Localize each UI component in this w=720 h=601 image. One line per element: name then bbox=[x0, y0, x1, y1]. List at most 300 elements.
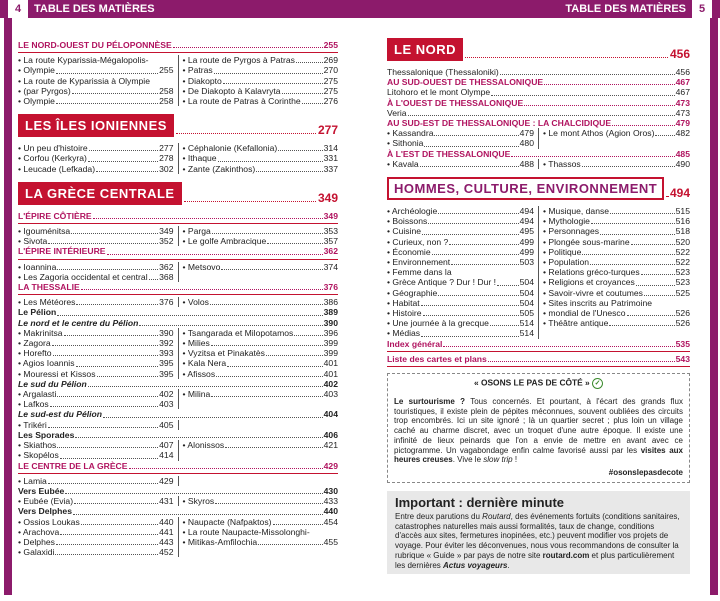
entry-page: 522 bbox=[675, 246, 690, 257]
toc-entry[interactable] bbox=[387, 308, 534, 318]
entry-label: • La route Kyparissia-Mégalopolis- bbox=[18, 55, 149, 66]
toc-entry[interactable] bbox=[183, 55, 339, 65]
chapter-page: 277 bbox=[317, 123, 338, 138]
toc-entry[interactable] bbox=[183, 389, 339, 399]
leader-dots bbox=[57, 396, 158, 397]
divider bbox=[18, 52, 338, 53]
toc-entry[interactable] bbox=[18, 450, 174, 460]
entry-label: • Lamia bbox=[18, 475, 47, 486]
divider bbox=[18, 473, 338, 474]
entry-label: • Grèce Antique ? Dur ! Dur ! bbox=[387, 277, 497, 288]
two-column-list bbox=[387, 128, 690, 148]
toc-entry[interactable] bbox=[387, 267, 534, 277]
entry-page: 514 bbox=[519, 328, 534, 339]
leader-dots bbox=[60, 534, 158, 535]
section-heading[interactable] bbox=[18, 409, 338, 419]
entry-page: 302 bbox=[159, 163, 174, 174]
toc-entry[interactable] bbox=[387, 226, 534, 236]
leader-dots bbox=[56, 73, 158, 74]
toc-entry[interactable] bbox=[18, 86, 174, 96]
entry-page: 431 bbox=[159, 496, 174, 507]
column bbox=[538, 128, 690, 148]
entry-label: • (par Pyrgos) bbox=[18, 85, 71, 96]
entry-label: • Trikéri bbox=[18, 419, 47, 430]
column bbox=[178, 440, 339, 460]
entry-page: 504 bbox=[519, 287, 534, 298]
leader-dots bbox=[173, 47, 323, 48]
entry-label: • La route de Pyrgos à Patras bbox=[182, 55, 295, 66]
chapter-page: 494 bbox=[669, 186, 690, 201]
two-column-list bbox=[18, 389, 338, 409]
leader-dots bbox=[88, 386, 323, 387]
entry-label: • Kassandra bbox=[387, 128, 434, 139]
entry-label: • Médias bbox=[387, 328, 421, 339]
leader-dots bbox=[424, 146, 518, 147]
section-title: Le Pélion bbox=[18, 307, 57, 318]
left-page-number: 4 bbox=[8, 0, 28, 18]
entry-label: • Delphes bbox=[18, 536, 55, 547]
section-heading[interactable] bbox=[18, 430, 338, 440]
column bbox=[178, 476, 339, 486]
leader-dots bbox=[428, 223, 518, 224]
entry-page: 480 bbox=[519, 138, 534, 149]
toc-entry[interactable] bbox=[183, 76, 339, 86]
section-title: LA THESSALIE bbox=[18, 282, 80, 293]
toc-entry[interactable] bbox=[183, 153, 339, 163]
toc-entry[interactable] bbox=[543, 226, 690, 236]
toc-entry[interactable] bbox=[18, 164, 174, 174]
entry-page: 520 bbox=[675, 236, 690, 247]
column bbox=[178, 420, 339, 430]
toc-entry[interactable] bbox=[183, 440, 339, 450]
toc-entry[interactable] bbox=[183, 358, 339, 368]
leader-dots bbox=[88, 161, 158, 162]
leader-dots bbox=[631, 244, 675, 245]
leader-dots bbox=[73, 514, 323, 515]
entry-label: • Metsovo bbox=[182, 261, 221, 272]
entry-page: 523 bbox=[675, 277, 690, 288]
entry-label: • Un peu d'histoire bbox=[18, 143, 88, 154]
leader-dots bbox=[421, 336, 519, 337]
entry-label: • Lafkos bbox=[18, 399, 49, 410]
toc-entry[interactable] bbox=[18, 338, 174, 348]
entry-page: 399 bbox=[323, 338, 338, 349]
leader-dots bbox=[408, 115, 675, 116]
toc-entry[interactable] bbox=[183, 226, 339, 236]
entry-page: 405 bbox=[159, 419, 174, 430]
entry-label: • La route de Patras à Corinthe bbox=[182, 96, 301, 107]
toc-entry[interactable] bbox=[387, 87, 690, 97]
two-column-list bbox=[18, 55, 338, 106]
toc-entry[interactable] bbox=[18, 476, 174, 486]
section-heading[interactable] bbox=[387, 77, 690, 87]
leader-dots bbox=[176, 133, 316, 134]
leader-dots bbox=[511, 156, 674, 157]
section-heading[interactable] bbox=[18, 282, 338, 292]
chapter-heading[interactable] bbox=[387, 38, 690, 61]
toc-entry[interactable] bbox=[18, 262, 174, 272]
leader-dots bbox=[422, 234, 519, 235]
toc-entry[interactable] bbox=[183, 297, 339, 307]
leader-dots bbox=[266, 355, 323, 356]
section-title: À L'EST DE THESSALONIQUE bbox=[387, 148, 511, 159]
entry-page: 455 bbox=[323, 536, 338, 547]
two-column-list bbox=[18, 262, 338, 282]
section-heading[interactable] bbox=[18, 40, 338, 50]
column bbox=[18, 297, 174, 307]
entry-label: • Leucade (Lefkada) bbox=[18, 163, 96, 174]
section-heading[interactable] bbox=[387, 149, 690, 159]
leader-dots bbox=[524, 105, 674, 106]
toc-entry[interactable] bbox=[183, 65, 339, 75]
toc-entry[interactable] bbox=[18, 547, 174, 557]
entry-page: 374 bbox=[323, 261, 338, 272]
entry-page: 421 bbox=[323, 440, 338, 451]
toc-entry[interactable] bbox=[18, 527, 174, 537]
entry-label: • Cuisine bbox=[387, 226, 422, 237]
toc-entry[interactable] bbox=[543, 277, 690, 287]
toc-entry[interactable] bbox=[183, 517, 339, 527]
column bbox=[538, 159, 690, 169]
toc-entry[interactable] bbox=[543, 128, 690, 138]
toc-entry[interactable] bbox=[18, 76, 174, 86]
leader-dots bbox=[60, 458, 158, 459]
entry-label: • Kala Nera bbox=[182, 358, 227, 369]
leader-dots bbox=[103, 417, 323, 418]
entry-page: 258 bbox=[159, 85, 174, 96]
section-heading[interactable] bbox=[18, 486, 338, 496]
chapter-heading[interactable] bbox=[387, 177, 690, 200]
leader-dots bbox=[57, 315, 322, 316]
right-header bbox=[360, 0, 720, 18]
osons-text: Le surtourisme ? Tous concernés. Et pourtant, à l'écart des grands flux touristiques, il existe plein de pépites méconnues, souvent oubliées des circuits trop encombrés. Ici un site ignoré ; là un quartier secret ; plus loin un village caché au charme discret, avec un troquet d'une autre époque. Il existe une infinité de lieux peinards que l'on a envie de mettre en avant avec ce pictogramme. Un vagabondage enfin calme favorisé aussi par les visites aux heures creuses. Vive le slow trip ! bbox=[394, 397, 684, 465]
entry-label: • Politique bbox=[543, 246, 582, 257]
toc-entry[interactable] bbox=[387, 298, 534, 308]
entry-page: 526 bbox=[675, 318, 690, 329]
toc-entry[interactable] bbox=[18, 96, 174, 106]
toc-entry[interactable] bbox=[543, 288, 690, 298]
entry-page: 314 bbox=[323, 143, 338, 154]
entry-page: 443 bbox=[159, 536, 174, 547]
entry-label: • Parga bbox=[182, 226, 211, 237]
leader-dots bbox=[500, 74, 675, 75]
entry-label: • La route de Kyparissia à Olympie bbox=[18, 75, 150, 86]
leader-dots bbox=[57, 447, 158, 448]
toc-entry[interactable] bbox=[543, 298, 690, 308]
left-page bbox=[18, 30, 338, 595]
right-page-number: 5 bbox=[692, 0, 712, 18]
leader-dots bbox=[48, 483, 158, 484]
entry-page: 275 bbox=[323, 75, 338, 86]
entry-label: • Céphalonie (Kefallonia) bbox=[182, 143, 278, 154]
column bbox=[18, 328, 174, 379]
toc-entry[interactable] bbox=[543, 308, 690, 318]
left-header-title: TABLE DES MATIÈRES bbox=[34, 3, 155, 15]
two-column-list bbox=[18, 328, 338, 379]
toc-entry[interactable] bbox=[387, 288, 534, 298]
entry-label: • Géographie bbox=[387, 287, 438, 298]
toc-entry[interactable] bbox=[183, 96, 339, 106]
toc-entry[interactable] bbox=[183, 496, 339, 506]
section-page: 402 bbox=[323, 378, 338, 389]
toc-entry[interactable] bbox=[387, 318, 534, 328]
entry-page: 352 bbox=[159, 236, 174, 247]
section-title: AU SUD-EST DE THESSALONIQUE : LA CHALCIDIQUE bbox=[387, 118, 612, 129]
toc-entry[interactable] bbox=[543, 257, 690, 267]
section-heading[interactable] bbox=[18, 318, 338, 328]
toc-entry[interactable] bbox=[387, 257, 534, 267]
chapter-title: LES ÎLES IONIENNES bbox=[18, 114, 174, 137]
toc-entry[interactable] bbox=[387, 277, 534, 287]
leader-dots bbox=[211, 345, 323, 346]
toc-entry[interactable] bbox=[18, 517, 174, 527]
toc-entry[interactable] bbox=[387, 328, 534, 338]
toc-entry[interactable] bbox=[543, 206, 690, 216]
section-heading[interactable] bbox=[18, 246, 338, 256]
entry-page: 503 bbox=[519, 257, 534, 268]
left-header bbox=[0, 0, 360, 18]
entry-page: 504 bbox=[519, 297, 534, 308]
column bbox=[18, 440, 174, 460]
column bbox=[18, 389, 174, 409]
entry-page: 277 bbox=[159, 143, 174, 154]
section-page: 255 bbox=[323, 40, 338, 50]
leader-dots bbox=[421, 305, 519, 306]
section-title: Liste des cartes et plans bbox=[387, 353, 487, 364]
toc-entry[interactable] bbox=[183, 369, 339, 379]
entry-page: 349 bbox=[159, 226, 174, 237]
entry-label: • Skyros bbox=[182, 496, 215, 507]
section-heading[interactable] bbox=[18, 307, 338, 317]
column bbox=[18, 143, 174, 174]
leader-dots bbox=[214, 73, 323, 74]
entry-page: 495 bbox=[519, 226, 534, 237]
toc-entry[interactable] bbox=[183, 537, 339, 547]
toc-entry[interactable] bbox=[387, 128, 534, 138]
toc-entry[interactable] bbox=[387, 247, 534, 257]
section-title: Le nord et le centre du Pélion bbox=[18, 317, 139, 328]
leader-dots bbox=[544, 84, 675, 85]
toc-entry[interactable] bbox=[387, 67, 690, 77]
toc-entry[interactable] bbox=[18, 348, 174, 358]
leader-dots bbox=[212, 233, 323, 234]
entry-label: • Femme dans la bbox=[387, 267, 452, 278]
entry-page: 526 bbox=[675, 308, 690, 319]
toc-entry[interactable] bbox=[543, 247, 690, 257]
osons-box bbox=[387, 373, 690, 483]
entry-page: 494 bbox=[519, 216, 534, 227]
leader-dots bbox=[56, 103, 158, 104]
section-title: L'ÉPIRE INTÉRIEURE bbox=[18, 246, 106, 257]
chapter-heading[interactable] bbox=[18, 182, 338, 205]
column bbox=[387, 128, 534, 148]
column bbox=[18, 517, 174, 558]
toc-entry[interactable] bbox=[18, 369, 174, 379]
section-heading[interactable] bbox=[18, 379, 338, 389]
leader-dots bbox=[218, 161, 323, 162]
toc-entry[interactable] bbox=[18, 297, 174, 307]
entry-label: • Sivota bbox=[18, 236, 48, 247]
entry-label: • Milina bbox=[182, 389, 211, 400]
entry-page: 518 bbox=[675, 226, 690, 237]
section-page: 430 bbox=[323, 485, 338, 496]
leader-dots bbox=[582, 254, 674, 255]
toc-entry[interactable] bbox=[543, 216, 690, 226]
toc-entry[interactable] bbox=[18, 226, 174, 236]
leader-dots bbox=[227, 366, 323, 367]
section-heading[interactable] bbox=[387, 354, 690, 364]
leader-dots bbox=[74, 503, 158, 504]
toc-entry[interactable] bbox=[18, 440, 174, 450]
toc-entry[interactable] bbox=[18, 55, 174, 65]
entry-page: 402 bbox=[159, 389, 174, 400]
entry-label: Veria bbox=[387, 107, 407, 118]
toc-entry[interactable] bbox=[18, 420, 174, 430]
toc-entry[interactable] bbox=[183, 527, 339, 537]
entry-page: 440 bbox=[159, 516, 174, 527]
column bbox=[178, 226, 339, 246]
leader-dots bbox=[641, 274, 675, 275]
entry-page: 403 bbox=[159, 399, 174, 410]
leader-dots bbox=[627, 315, 675, 316]
toc-entry[interactable] bbox=[543, 267, 690, 277]
entry-page: 514 bbox=[519, 318, 534, 329]
entry-label: • Curieux, non ? bbox=[387, 236, 449, 247]
entry-label: • La route Naupacte-Missolonghi- bbox=[182, 526, 310, 537]
entry-label: • Population bbox=[543, 257, 590, 268]
entry-label: • Galaxidi bbox=[18, 547, 55, 558]
toc-entry[interactable] bbox=[183, 338, 339, 348]
leader-dots bbox=[491, 95, 674, 96]
toc-entry[interactable] bbox=[183, 348, 339, 358]
section-title: Vers Eubée bbox=[18, 485, 65, 496]
toc-entry[interactable] bbox=[183, 236, 339, 246]
toc-entry[interactable] bbox=[387, 237, 534, 247]
spacer bbox=[18, 30, 338, 40]
column bbox=[178, 262, 339, 282]
column bbox=[178, 55, 339, 106]
toc-entry[interactable] bbox=[18, 496, 174, 506]
toc-entry[interactable] bbox=[543, 318, 690, 328]
section-heading[interactable] bbox=[18, 506, 338, 516]
osons-hashtag: #osonslepasdecote bbox=[608, 468, 683, 477]
column bbox=[538, 206, 690, 339]
section-heading[interactable] bbox=[387, 118, 690, 128]
toc-entry[interactable] bbox=[18, 65, 174, 75]
toc-entry[interactable] bbox=[18, 153, 174, 163]
entry-label: • Zagora bbox=[18, 338, 51, 349]
leader-dots bbox=[273, 524, 323, 525]
two-column-list bbox=[18, 420, 338, 430]
entry-label: • Plongée sous-marine bbox=[543, 236, 630, 247]
leader-dots bbox=[434, 135, 518, 136]
toc-entry[interactable] bbox=[387, 138, 534, 148]
leader-dots bbox=[71, 233, 158, 234]
toc-entry[interactable] bbox=[183, 262, 339, 272]
section-page: 535 bbox=[675, 338, 690, 349]
entry-label: • Mythologie bbox=[543, 216, 590, 227]
leader-dots bbox=[93, 218, 323, 219]
entry-label: • Arachova bbox=[18, 526, 60, 537]
chapter-heading[interactable] bbox=[18, 114, 338, 137]
leader-dots bbox=[76, 366, 159, 367]
section-heading[interactable] bbox=[387, 98, 690, 108]
leader-dots bbox=[591, 223, 675, 224]
toc-entry[interactable] bbox=[18, 328, 174, 338]
toc-entry[interactable] bbox=[183, 143, 339, 153]
leader-dots bbox=[490, 325, 519, 326]
section-heading[interactable] bbox=[18, 461, 338, 471]
section-page: 376 bbox=[323, 282, 338, 293]
toc-entry[interactable] bbox=[387, 206, 534, 216]
entry-page: 414 bbox=[159, 450, 174, 461]
entry-label: • Agios Ioannis bbox=[18, 358, 75, 369]
entry-label: • Makrinitsa bbox=[18, 327, 63, 338]
entry-page: 396 bbox=[323, 327, 338, 338]
toc-entry[interactable] bbox=[543, 237, 690, 247]
section-heading[interactable] bbox=[18, 211, 338, 221]
entry-label: • Environnement bbox=[387, 257, 451, 268]
two-column-list bbox=[387, 206, 690, 339]
toc-entry[interactable] bbox=[18, 236, 174, 246]
divider bbox=[18, 223, 338, 224]
leader-dots bbox=[666, 196, 668, 197]
leader-dots bbox=[64, 335, 159, 336]
toc-entry[interactable] bbox=[387, 159, 534, 169]
column bbox=[18, 496, 174, 506]
toc-entry[interactable] bbox=[18, 143, 174, 153]
column bbox=[178, 143, 339, 174]
toc-entry[interactable] bbox=[387, 108, 690, 118]
leader-dots bbox=[184, 201, 316, 202]
entry-page: 525 bbox=[675, 287, 690, 298]
chapter-page: 349 bbox=[317, 190, 338, 205]
entry-label: • Le mont Athos (Agion Oros) bbox=[543, 128, 655, 139]
entry-label: • Tsangarada et Milopotamos bbox=[182, 327, 294, 338]
toc-entry[interactable] bbox=[18, 358, 174, 368]
leader-dots bbox=[48, 243, 158, 244]
section-page: 543 bbox=[675, 353, 690, 364]
column bbox=[387, 206, 534, 339]
entry-page: 456 bbox=[675, 67, 690, 77]
leader-dots bbox=[282, 93, 323, 94]
section-page: 390 bbox=[323, 317, 338, 328]
toc-entry[interactable] bbox=[18, 272, 174, 282]
section-title: À L'OUEST DE THESSALONIQUE bbox=[387, 97, 524, 108]
entry-page: 515 bbox=[675, 206, 690, 217]
toc-entry[interactable] bbox=[543, 159, 690, 169]
entry-label: • Histoire bbox=[387, 308, 422, 319]
section-title: Le sud du Pélion bbox=[18, 378, 87, 389]
toc-entry[interactable] bbox=[183, 328, 339, 338]
leader-dots bbox=[75, 437, 322, 438]
toc-entry[interactable] bbox=[183, 86, 339, 96]
section-page: 404 bbox=[323, 409, 338, 420]
toc-entry[interactable] bbox=[183, 164, 339, 174]
toc-entry[interactable] bbox=[18, 399, 174, 409]
leader-dots bbox=[216, 376, 323, 377]
two-column-list bbox=[387, 159, 690, 169]
entry-page: 505 bbox=[519, 308, 534, 319]
column bbox=[18, 55, 174, 106]
section-heading[interactable] bbox=[387, 339, 690, 349]
toc-entry[interactable] bbox=[18, 389, 174, 399]
toc-entry[interactable] bbox=[18, 537, 174, 547]
toc-entry[interactable] bbox=[387, 216, 534, 226]
leader-dots bbox=[52, 345, 159, 346]
leader-dots bbox=[451, 264, 518, 265]
entry-label: • Ioannina bbox=[18, 261, 57, 272]
